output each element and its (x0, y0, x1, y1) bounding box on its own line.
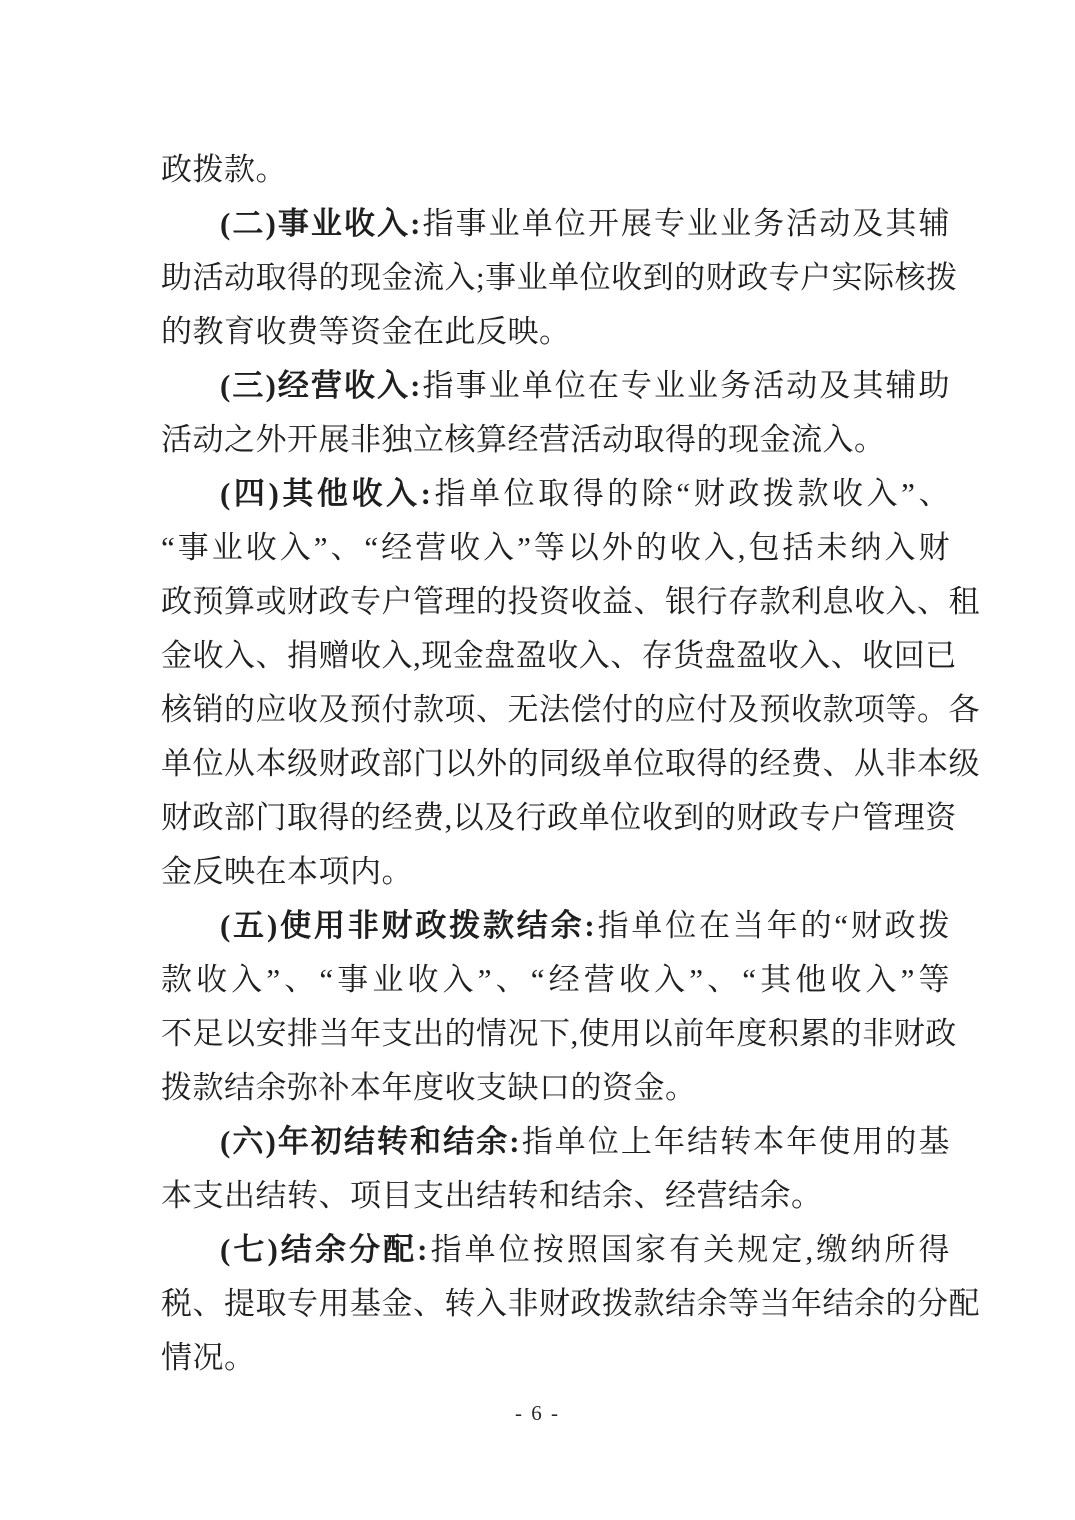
line-text: 情况。 (161, 1340, 256, 1375)
text-line (161, 143, 950, 197)
text-line (161, 1169, 950, 1223)
text-line (161, 1277, 980, 1331)
text-line (161, 197, 950, 251)
line-text: 指单位按照国家有关规定,缴纳所得 (428, 1232, 950, 1267)
text-line (161, 845, 950, 899)
text-line (161, 791, 957, 845)
line-text: 不足以安排当年支出的情况下,使用以前年度积累的非财政 (161, 1016, 957, 1051)
page-number: - 6 - (515, 1401, 560, 1425)
text-line (161, 1061, 950, 1115)
section-heading: (七)结余分配: (220, 1232, 429, 1267)
line-text: 指事业单位在专业业务活动及其辅助 (420, 368, 950, 403)
line-text: 的教育收费等资金在此反映。 (161, 314, 571, 349)
line-text: 拨款结余弥补本年度收支缺口的资金。 (161, 1070, 697, 1105)
text-line (161, 953, 950, 1007)
text-line (161, 305, 950, 359)
text-line (161, 629, 957, 683)
line-text: 款收入”、“事业收入”、“经营收入”、“其他收入”等 (161, 962, 950, 997)
text-line (161, 359, 950, 413)
section-heading: (二)事业收入: (220, 206, 421, 241)
text-content (161, 143, 980, 1385)
section-heading: (四)其他收入: (220, 476, 432, 511)
line-text: 政预算或财政专户管理的投资收益、银行存款利息收入、租 (161, 584, 980, 619)
line-text: 指单位在当年的“财政拨 (595, 908, 950, 943)
text-line (161, 683, 980, 737)
line-text: 金反映在本项内。 (161, 854, 413, 889)
text-line (161, 737, 980, 791)
line-text: 指事业单位开展专业业务活动及其辅 (420, 206, 950, 241)
text-line (161, 1007, 957, 1061)
line-text: 指单位取得的除“财政拨款收入”、 (431, 476, 950, 511)
line-text: 金收入、捐赠收入,现金盘盈收入、存货盘盈收入、收回已 (161, 638, 957, 673)
text-line (161, 899, 950, 953)
text-line (161, 1331, 950, 1385)
text-line (161, 575, 980, 629)
line-text: 税、提取专用基金、转入非财政拨款结余等当年结余的分配 (161, 1286, 980, 1321)
line-text: 财政部门取得的经费,以及行政单位收到的财政专户管理资 (161, 800, 957, 835)
line-text: 单位从本级财政部门以外的同级单位取得的经费、从非本级 (161, 746, 980, 781)
section-heading: (六)年初结转和结余: (220, 1124, 521, 1159)
text-line (161, 251, 958, 305)
line-text: “事业收入”、“经营收入”等以外的收入,包括未纳入财 (161, 530, 950, 565)
line-text: 活动之外开展非独立核算经营活动取得的现金流入。 (161, 422, 886, 457)
line-text: 指单位上年结转本年使用的基 (520, 1124, 950, 1159)
text-line (161, 413, 950, 467)
text-line (161, 467, 950, 521)
section-heading: (五)使用非财政拨款结余: (220, 908, 596, 943)
text-line (161, 1115, 950, 1169)
line-text: 助活动取得的现金流入;事业单位收到的财政专户实际核拨 (161, 260, 958, 295)
line-text: 政拨款。 (161, 152, 287, 187)
line-text: 核销的应收及预付款项、无法偿付的应付及预收款项等。各 (161, 692, 980, 727)
text-line (161, 1223, 950, 1277)
text-line (161, 521, 950, 575)
section-heading: (三)经营收入: (220, 368, 421, 403)
line-text: 本支出结转、项目支出结转和结余、经营结余。 (161, 1178, 823, 1213)
